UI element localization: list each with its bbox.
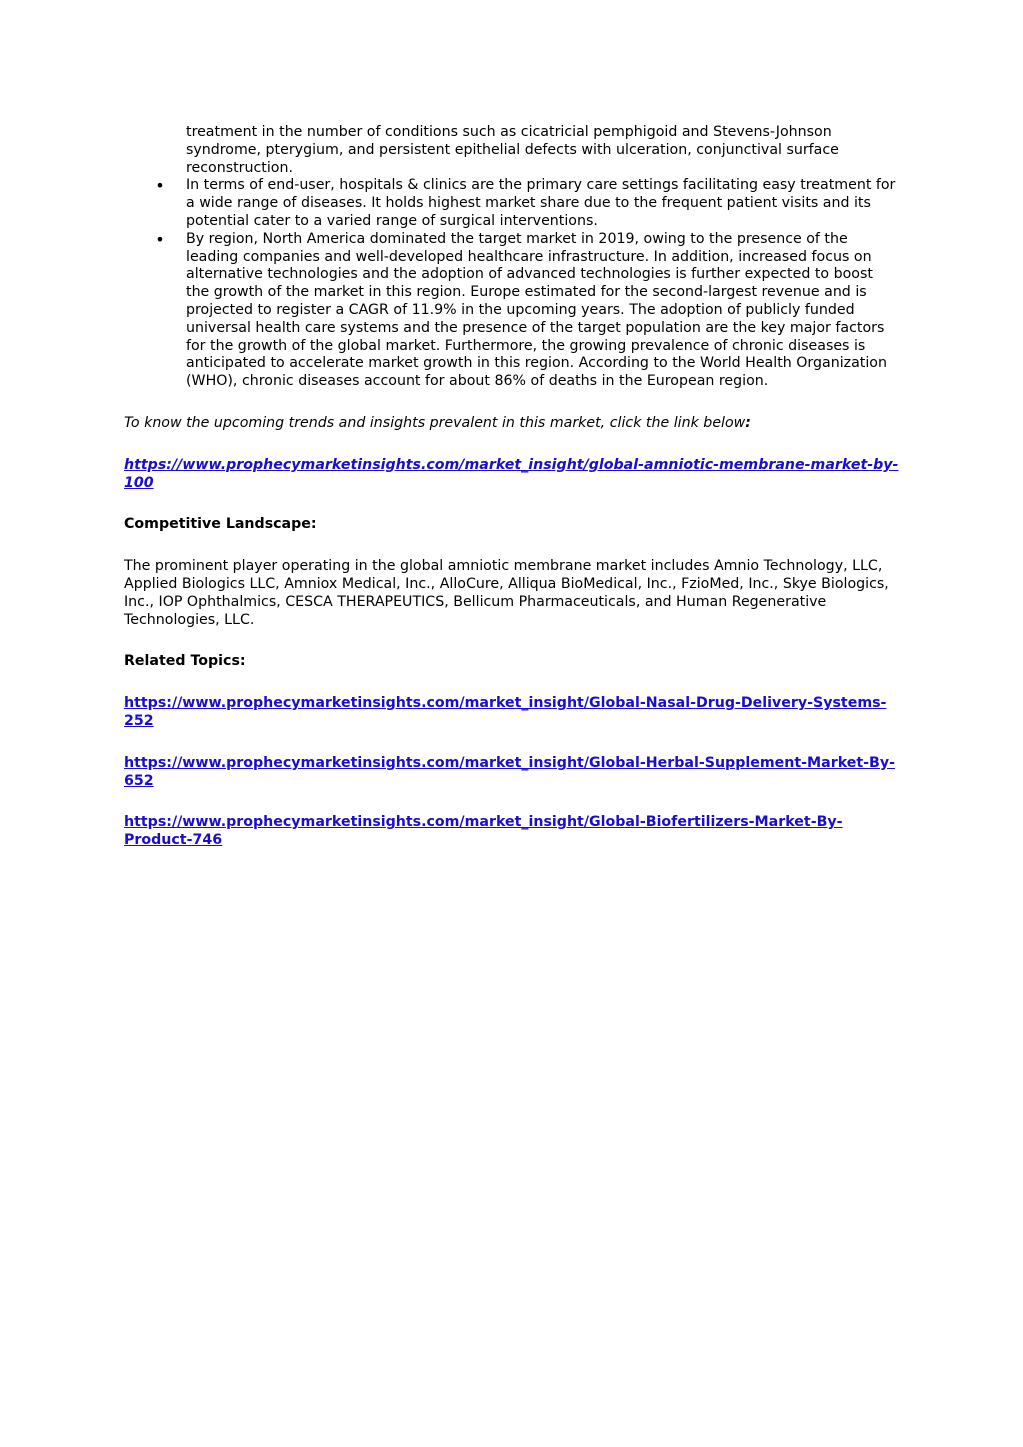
competitive-heading: Competitive Landscape: <box>124 516 317 533</box>
related-link-nasal-drug-delivery[interactable]: https://www.prophecymarketinsights.com/market_insight/Global-Nasal-Drug-Delivery-Systems-252 <box>124 695 887 729</box>
findings-list <box>124 124 900 391</box>
list-item-text: By region, North America dominated the target market in 2019, owing to the presence of the leading companies and well-developed healthcare infrastructure. In addition, increased focus on alternative technologies and the adoption of advanced technologies is further expected to boost the growth of the market in this region. Europe estimated for the second-largest revenue and is projected to register a CAGR of 11.9% in the upcoming years. The adoption of publicly funded universal health care systems and the presence of the target population are the key major factors for the growth of the global market. Furthermore, the growing prevalence of chronic diseases is anticipated to accelerate market growth in this region. According to the World Health Organization (WHO), chronic diseases account for about 86% of deaths in the European region. <box>186 230 887 390</box>
cta-colon: : <box>745 414 751 431</box>
list-item-text: In terms of end-user, hospitals & clinics are the primary care settings facilitating easy treatment for a wide range of diseases. It holds highest market share due to the frequent patient visits and its potential cater to a varied range of surgical interventions. <box>186 177 896 229</box>
related-link-biofertilizers[interactable]: https://www.prophecymarketinsights.com/market_insight/Global-Biofertilizers-Market-By-Product-746 <box>124 814 843 849</box>
bullet-icon: • <box>155 176 165 196</box>
competitive-body: The prominent player operating in the global amniotic membrane market includes Amnio Technology, LLC, Applied Biologics LLC, Amniox Medical, Inc., AlloCure, Alliqua BioMedical, Inc., FzioMed, Inc., Skye Biologics, Inc., IOP Ophthalmics, CESCA THERAPEUTICS, Bellicum Pharmaceuticals, and Human Regenerative Technologies, LLC. <box>124 558 889 628</box>
list-item-end-user <box>124 177 900 230</box>
related-link-herbal-supplement[interactable]: https://www.prophecymarketinsights.com/market_insight/Global-Herbal-Supplement-Market-By-652 <box>124 754 896 789</box>
related-heading: Related Topics: <box>124 653 246 670</box>
bullet-icon: • <box>155 229 165 249</box>
cta-paragraph <box>124 415 900 433</box>
list-item-text: treatment in the number of conditions such as cicatricial pemphigoid and Stevens-Johnson syndrome, pterygium, and persistent epithelial defects with ulceration, conjunctival surface reconstruction. <box>186 124 839 176</box>
report-link[interactable]: https://www.prophecymarketinsights.com/market_insight/global-amniotic-membrane-market-by-100 <box>124 456 899 491</box>
document-page <box>124 124 900 850</box>
list-item-region <box>124 231 900 391</box>
cta-text: To know the upcoming trends and insights prevalent in this market, click the link below <box>124 414 746 431</box>
list-item-continued <box>124 124 900 177</box>
